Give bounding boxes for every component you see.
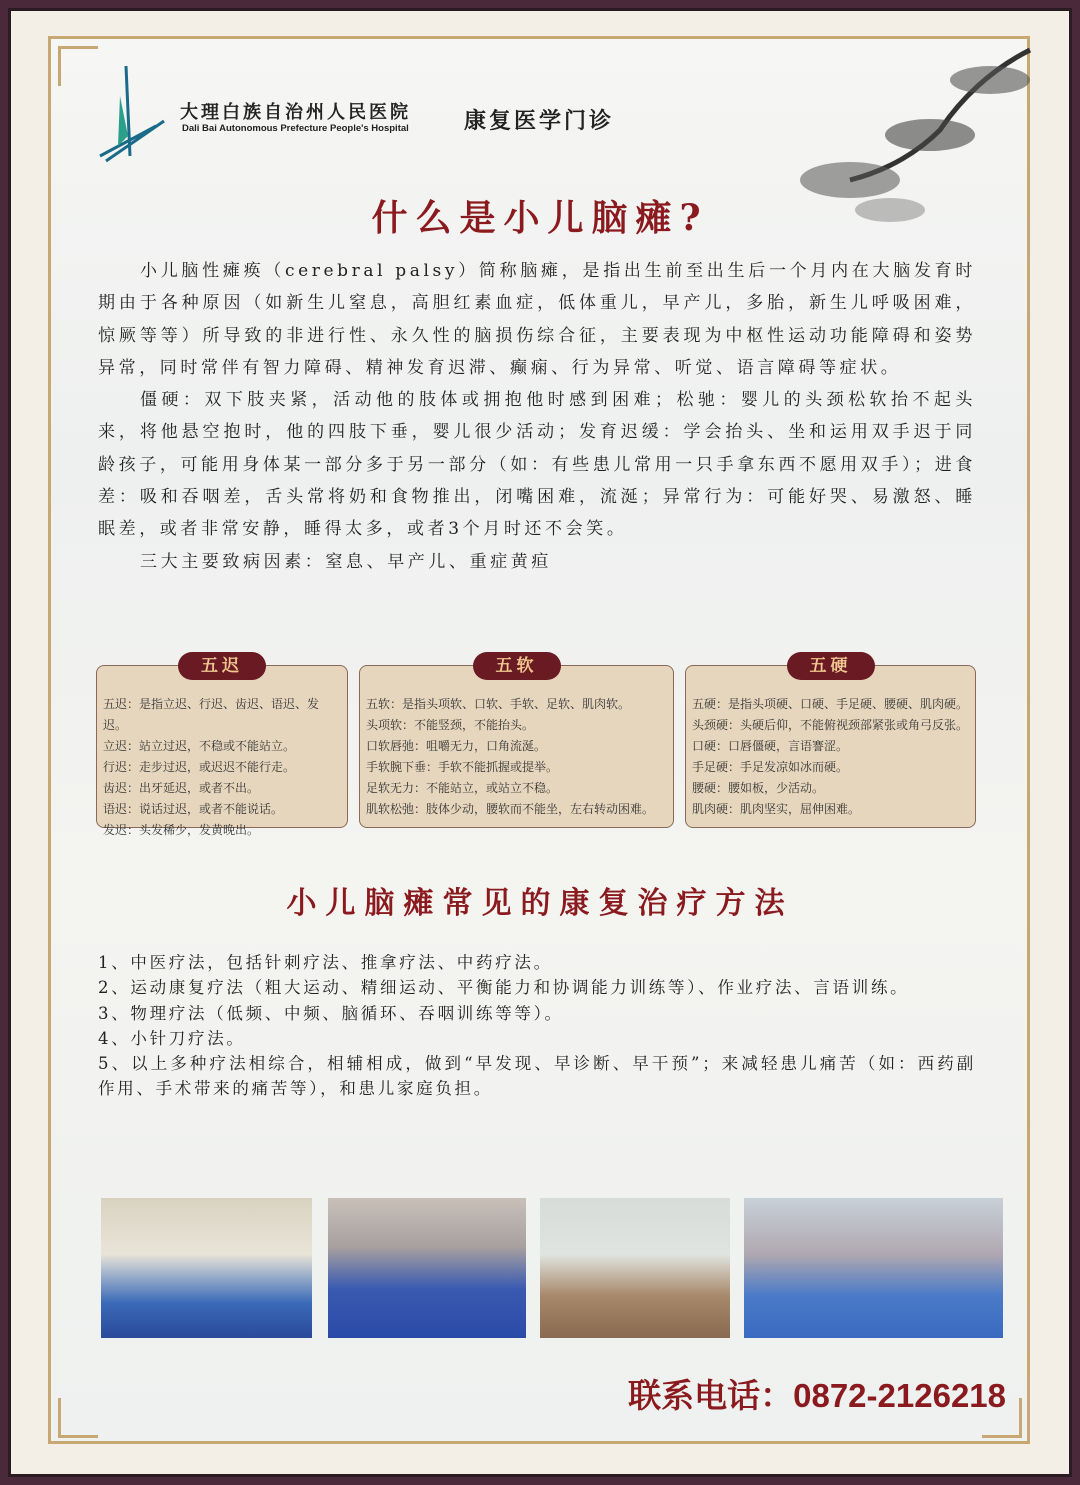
photo-rehab-therapy-3: [540, 1198, 730, 1338]
contact-phone: 联系电话：0872-2126218: [628, 1377, 1006, 1414]
photo-rehab-therapy-2: [328, 1198, 526, 1338]
box-title: 五迟: [178, 652, 266, 680]
box-line: 语迟：说话过迟，或者不能说话。: [103, 802, 284, 816]
box-line: 肌软松弛：肢体少动，腰软而不能坐，左右转动困难。: [366, 802, 655, 816]
box-line: 头颈硬：头硬后仰，不能俯视颈部紧张或角弓反张。: [692, 718, 969, 732]
hospital-logo: [96, 66, 168, 166]
box-line: 手软腕下垂：手软不能抓握或提举。: [366, 760, 559, 774]
box-line: 口软唇弛：咀嚼无力，口角流涎。: [366, 739, 547, 753]
box-line: 五迟：是指立迟、行迟、齿迟、语迟、发迟。: [103, 697, 320, 732]
intro-paragraph-definition: 小儿脑性瘫痪（cerebral palsy）简称脑瘫，是指出生前至出生后一个月内在大脑发育时期由于各种原因（如新生儿窒息，高胆红素血症，低体重儿，早产儿，多胎，新生儿呼吸困难，惊厥等等）所导致的非进行性、永久性的脑损伤综合征，主要表现为中枢性运动功能障碍和姿势异常，同时常伴有智力障碍、精神发育迟滞、癫痫、行为异常、听觉、语言障碍等症状。: [98, 261, 976, 378]
box-title: 五硬: [787, 652, 875, 680]
box-five-softness: [359, 656, 674, 828]
photo-rehab-therapy-1: [101, 1198, 312, 1338]
box-line: 手足硬：手足发凉如冰而硬。: [692, 760, 849, 774]
treatment-item: 4、小针刀疗法。: [98, 1028, 246, 1048]
box-line: 齿迟：出牙延迟，或者不出。: [103, 781, 260, 795]
box-line: 行迟：走步过迟，或迟迟不能行走。: [103, 760, 296, 774]
box-line: 发迟：头发稀少，发黄晚出。: [103, 823, 260, 837]
treatment-item: 1、中医疗法，包括针刺疗法、推拿疗法、中药疗法。: [98, 953, 553, 972]
treatment-list: [98, 950, 976, 1102]
intro-paragraph-causes: 三大主要致病因素：窒息、早产儿、重症黄疸: [140, 551, 552, 572]
hospital-name-cn: 大理白族自治州人民医院: [180, 102, 411, 123]
treatment-item: 3、物理疗法（低频、中频、脑循环、吞咽训练等等）。: [98, 1003, 564, 1023]
department-name: 康复医学门诊: [464, 109, 615, 134]
photo-rehab-therapy-4: [744, 1198, 1003, 1338]
box-line: 足软无力：不能站立，或站立不稳。: [366, 781, 559, 795]
box-line: 肌肉硬：肌肉坚实，屈伸困难。: [692, 802, 861, 816]
treatment-item: 5、以上多种疗法相综合，相辅相成，做到“早发现、早诊断、早干预”；来减轻患儿痛苦（如：西药副作用、手术带来的痛苦等），和患儿家庭负担。: [98, 1054, 976, 1099]
box-line: 立迟：站立过迟，不稳或不能站立。: [103, 739, 296, 753]
intro-paragraph-symptoms: 僵硬：双下肢夹紧，活动他的肢体或拥抱他时感到困难；松驰：婴儿的头颈松软抬不起头来，将他悬空抱时，他的四肢下垂，婴儿很少活动；发育迟缓：学会抬头、坐和运用双手迟于同龄孩子，可能用身体某一部分多于另一部分（如：有些患儿常用一只手拿东西不愿用双手）；进食差：吸和吞咽差，舌头常将奶和食物推出，闭嘴困难，流涎；异常行为：可能好哭、易激怒、睡眠差，或者非常安静，睡得太多，或者3个月时还不会笑。: [98, 390, 976, 540]
box-five-stiffness: [685, 656, 976, 828]
box-title: 五软: [473, 652, 561, 680]
main-title: 什么是小儿脑瘫?: [371, 197, 709, 239]
box-line: 五硬：是指头项硬、口硬、手足硬、腰硬、肌肉硬。: [692, 697, 969, 711]
treatment-title: 小儿脑瘫常见的康复治疗方法: [286, 886, 794, 921]
intro-text: [98, 255, 976, 578]
box-line: 五软：是指头项软、口软、手软、足软、肌肉软。: [366, 697, 631, 711]
treatment-item: 2、运动康复疗法（粗大运动、精细运动、平衡能力和协调能力训练等）、作业疗法、言语训练。: [98, 978, 910, 998]
hospital-name-en: Dali Bai Autonomous Prefecture People's Hospital: [182, 123, 409, 134]
box-five-delays: [96, 656, 348, 837]
corner-ornament: [58, 46, 98, 86]
box-line: 口硬：口唇僵硬，言语謇涩。: [692, 739, 849, 753]
corner-ornament: [58, 1398, 98, 1438]
box-line: 头项软：不能竖颈，不能抬头。: [366, 718, 535, 732]
box-line: 腰硬：腰如板，少活动。: [692, 781, 825, 795]
